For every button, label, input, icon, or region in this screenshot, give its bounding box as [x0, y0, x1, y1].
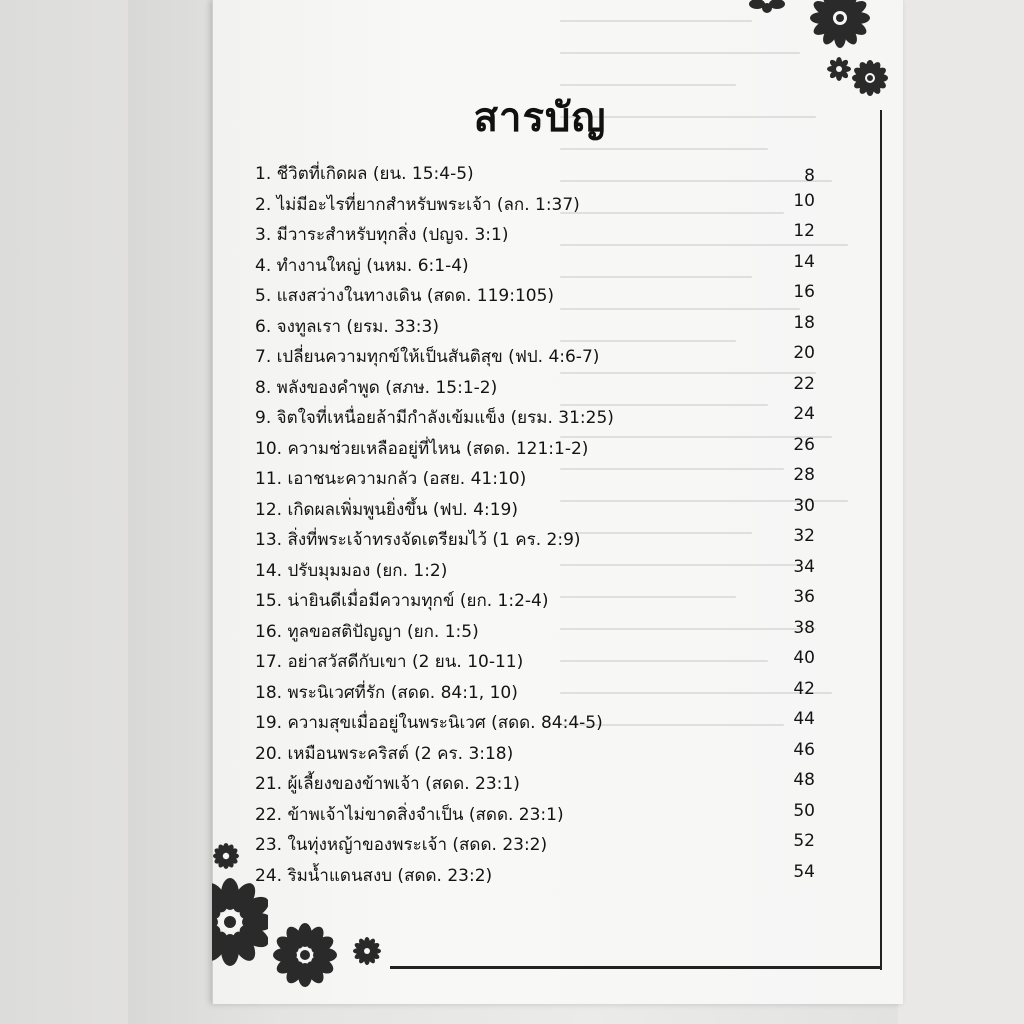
toc-entry — [255, 587, 835, 618]
toc-entry-title: 15. น่ายินดีเมื่อมีความทุกข์ (ยก. 1:2-4) — [255, 591, 549, 611]
toc-entry-page-number: 12 — [793, 221, 815, 241]
toc-entry-title: 7. เปลี่ยนความทุกข์ให้เป็นสันติสุข (ฟป. 4:6-7) — [255, 347, 600, 367]
toc-entry-page-number: 54 — [793, 861, 815, 882]
toc-entry-title: 8. พลังของคำพูด (สภษ. 15:1-2) — [255, 377, 498, 398]
toc-entry-page-number: 10 — [793, 190, 815, 211]
flower-ornament-icon — [745, 0, 790, 14]
toc-entry — [255, 770, 835, 801]
flower-ornament-icon — [272, 922, 338, 988]
toc-entry-page-number: 16 — [793, 282, 815, 302]
table-of-contents — [255, 160, 835, 892]
toc-entry-page-number: 24 — [793, 404, 815, 424]
toc-entry — [255, 313, 835, 344]
flower-ornament-icon — [352, 936, 382, 966]
toc-entry-page-number: 22 — [793, 373, 815, 394]
toc-entry-title: 9. จิตใจที่เหนื่อยล้ามีกำลังเข้มแข็ง (ยรม. 31:25) — [255, 408, 614, 428]
toc-entry — [255, 252, 835, 283]
toc-entry — [255, 374, 835, 405]
toc-entry-title: 5. แสงสว่างในทางเดิน (สดด. 119:105) — [255, 286, 555, 306]
toc-entry — [255, 740, 835, 771]
toc-entry-title: 6. จงทูลเรา (ยรม. 33:3) — [255, 316, 439, 337]
flower-ornament-icon — [212, 876, 268, 968]
toc-entry — [255, 709, 835, 740]
toc-entry-title: 3. มีวาระสำหรับทุกสิ่ง (ปญจ. 3:1) — [255, 225, 509, 245]
toc-entry-title: 20. เหมือนพระคริสต์ (2 คร. 3:18) — [255, 743, 514, 764]
flower-ornament-icon — [826, 56, 852, 82]
toc-entry — [255, 221, 835, 252]
toc-entry-title: 14. ปรับมุมมอง (ยก. 1:2) — [255, 560, 448, 581]
toc-entry-title: 23. ในทุ่งหญ้าของพระเจ้า (สดด. 23:2) — [255, 835, 548, 855]
toc-entry-title: 22. ข้าพเจ้าไม่ขาดสิ่งจำเป็น (สดด. 23:1) — [255, 804, 564, 825]
page-title: สารบัญ — [473, 95, 607, 141]
toc-entry — [255, 618, 835, 649]
toc-entry-title: 4. ทำงานใหญ่ (นหม. 6:1-4) — [255, 255, 469, 276]
toc-entry-page-number: 46 — [793, 739, 815, 760]
toc-entry — [255, 526, 835, 557]
toc-entry — [255, 435, 835, 466]
toc-entry-page-number: 42 — [793, 678, 815, 699]
toc-entry — [255, 862, 835, 893]
toc-entry-title: 13. สิ่งที่พระเจ้าทรงจัดเตรียมไว้ (1 คร. 2:9) — [255, 530, 581, 550]
toc-entry-title: 16. ทูลขอสติปัญญา (ยก. 1:5) — [255, 621, 479, 642]
toc-entry-page-number: 40 — [793, 648, 815, 668]
toc-entry-title: 19. ความสุขเมื่ออยู่ในพระนิเวศ (สดด. 84:4-5) — [255, 713, 603, 733]
toc-entry-page-number: 18 — [793, 312, 815, 333]
toc-entry-page-number: 48 — [793, 770, 815, 790]
toc-entry-title: 24. ริมน้ำแดนสงบ (สดด. 23:2) — [255, 865, 493, 886]
toc-entry — [255, 404, 835, 435]
flower-ornament-icon — [800, 0, 880, 50]
toc-entry-page-number: 30 — [793, 495, 815, 516]
flower-ornament-icon — [212, 842, 240, 870]
toc-entry-title: 18. พระนิเวศที่รัก (สดด. 84:1, 10) — [255, 682, 518, 703]
toc-entry — [255, 343, 835, 374]
toc-entry-page-number: 34 — [793, 556, 815, 577]
toc-entry-title: 12. เกิดผลเพิ่มพูนยิ่งขึ้น (ฟป. 4:19) — [255, 499, 518, 520]
toc-entry — [255, 831, 835, 862]
flower-ornament-icon — [850, 58, 890, 98]
toc-entry-title: 17. อย่าสวัสดีกับเขา (2 ยน. 10-11) — [255, 652, 524, 672]
toc-entry-page-number: 8 — [804, 166, 815, 186]
toc-entry-title: 10. ความช่วยเหลืออยู่ที่ไหน (สดด. 121:1-2) — [255, 438, 589, 459]
toc-entry — [255, 160, 835, 191]
toc-entry — [255, 648, 835, 679]
toc-entry-page-number: 28 — [793, 465, 815, 485]
toc-entry-page-number: 44 — [793, 709, 815, 729]
toc-entry — [255, 465, 835, 496]
page-frame-right — [880, 110, 882, 970]
toc-entry-title: 2. ไม่มีอะไรที่ยากสำหรับพระเจ้า (ลก. 1:37) — [255, 194, 580, 215]
page-frame-bottom — [390, 966, 880, 969]
toc-entry — [255, 801, 835, 832]
toc-entry-title: 21. ผู้เลี้ยงของข้าพเจ้า (สดด. 23:1) — [255, 774, 520, 794]
toc-entry — [255, 557, 835, 588]
toc-entry — [255, 496, 835, 527]
toc-entry-page-number: 14 — [793, 251, 815, 272]
toc-entry-page-number: 38 — [793, 617, 815, 638]
toc-entry-page-number: 32 — [793, 526, 815, 546]
toc-entry-page-number: 26 — [793, 434, 815, 455]
toc-entry-page-number: 20 — [793, 343, 815, 363]
toc-entry-title: 11. เอาชนะความกลัว (อสย. 41:10) — [255, 469, 527, 489]
toc-entry-page-number: 50 — [793, 800, 815, 821]
toc-entry — [255, 191, 835, 222]
toc-entry-page-number: 52 — [793, 831, 815, 851]
toc-entry — [255, 282, 835, 313]
toc-entry-page-number: 36 — [793, 587, 815, 607]
toc-entry-title: 1. ชีวิตที่เกิดผล (ยน. 15:4-5) — [255, 164, 474, 184]
toc-entry — [255, 679, 835, 710]
